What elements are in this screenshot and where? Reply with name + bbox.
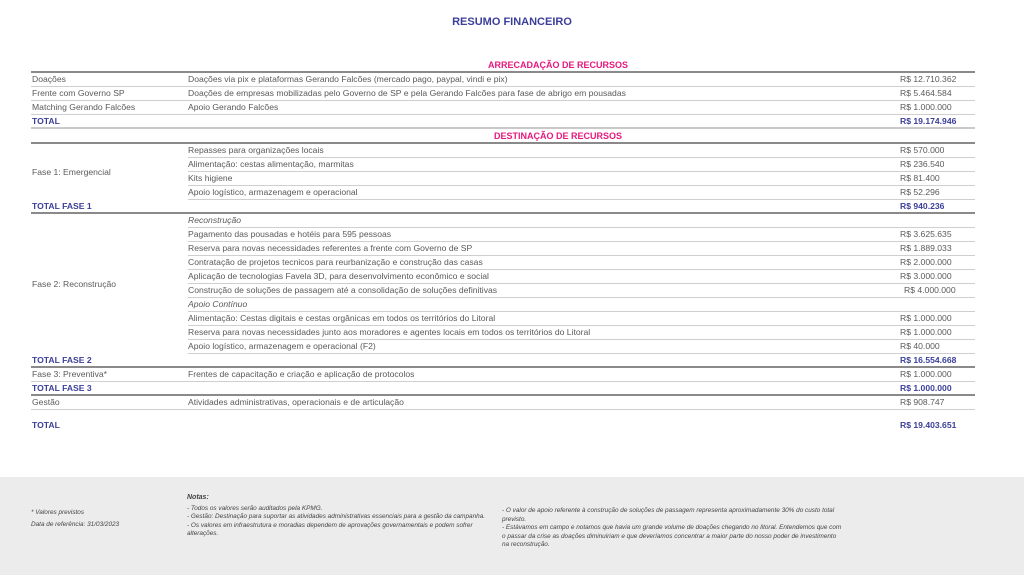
value: R$ 52.296 <box>900 186 975 200</box>
financial-summary-table <box>31 58 975 433</box>
description: Atividades administrativas, operacionais e de articulação <box>188 396 900 410</box>
notes-column-2 <box>502 507 842 550</box>
table-row <box>31 73 975 87</box>
subheader: Apoio Contínuo <box>188 298 900 312</box>
description: Doações via pix e plataformas Gerando Falcões (mercado pago, paypal, vindi e pix) <box>188 73 900 87</box>
value: R$ 3.625.635 <box>900 228 975 242</box>
total-label: TOTAL FASE 1 <box>31 200 188 214</box>
note: - O valor de apoio referente à construção de soluções de passagem representa aproximadamente 30% do custo total previsto. <box>502 507 835 523</box>
table-row <box>188 270 975 284</box>
table-row <box>188 228 975 242</box>
total-value: R$ 940.236 <box>900 200 975 214</box>
phase-label: Fase 1: Emergencial <box>32 167 111 177</box>
table-row <box>31 101 975 115</box>
value: R$ 570.000 <box>900 144 975 158</box>
total-value: R$ 19.174.946 <box>900 115 975 129</box>
reference-date: Data de referência: 31/03/2023 <box>31 521 120 528</box>
value: R$ 1.000.000 <box>900 101 975 115</box>
total-value: R$ 16.554.668 <box>900 354 975 368</box>
total-value: R$ 19.403.651 <box>900 420 957 430</box>
description: Apoio logístico, armazenagem e operacional <box>188 186 900 200</box>
source-label: Frente com Governo SP <box>31 87 188 101</box>
note: - Os valores em infraestrutura e moradias dependem de aprovações governamentais e podem sofrer alterações. <box>187 521 473 538</box>
table-row-fase-3 <box>31 368 975 382</box>
table-row-gestao <box>31 396 975 410</box>
description: Apoio Gerando Falcões <box>188 101 900 115</box>
table-row <box>188 172 975 186</box>
value: R$ 5.464.584 <box>900 87 975 101</box>
page-title: RESUMO FINANCEIRO <box>452 16 572 28</box>
table-row <box>188 326 975 340</box>
subheader-row <box>188 214 975 228</box>
phase-group-fase-2 <box>31 214 975 354</box>
description: Doações de empresas mobilizadas pelo Governo de SP e pela Gerando Falcões para fase de abrigo em pousadas <box>188 87 900 101</box>
table-row <box>188 186 975 200</box>
footer-legend <box>31 507 119 531</box>
table-row <box>188 340 975 354</box>
description: Repasses para organizações locais <box>188 144 900 158</box>
value: R$ 236.540 <box>900 158 975 172</box>
notes-column-1 <box>187 494 487 539</box>
description: Aplicação de tecnologias Favela 3D, para desenvolvimento econômico e social <box>188 270 900 284</box>
table-row <box>188 312 975 326</box>
phase-label: Fase 2: Reconstrução <box>32 279 117 289</box>
total-row-fase-3 <box>31 382 975 396</box>
total-label: TOTAL <box>31 115 188 129</box>
legend-estimated: * Valores previstos <box>31 509 85 516</box>
description: Frentes de capacitação e criação e aplicação de protocolos <box>188 368 900 382</box>
table-row <box>188 256 975 270</box>
table-row <box>188 242 975 256</box>
value: R$ 1.000.000 <box>900 312 975 326</box>
description: Reserva para novas necessidades junto aos moradores e agentes locais em todos os territórios do Litoral <box>188 326 900 340</box>
value: R$ 12.710.362 <box>900 73 975 87</box>
phase-label: Fase 3: Preventiva* <box>31 368 188 382</box>
total-row-arrecadacao <box>31 115 975 129</box>
table-row <box>188 284 975 298</box>
description: Alimentação: cestas alimentação, marmitas <box>188 158 900 172</box>
total-value: R$ 1.000.000 <box>900 382 975 396</box>
description: Apoio logístico, armazenagem e operacional (F2) <box>188 340 900 354</box>
value: R$ 908.747 <box>900 396 975 410</box>
grand-total-row <box>31 419 975 433</box>
value: R$ 40.000 <box>900 340 975 354</box>
value: R$ 2.000.000 <box>900 256 975 270</box>
table-row <box>188 144 975 158</box>
description: Kits higiene <box>188 172 900 186</box>
source-label: Doações <box>31 73 188 87</box>
value: R$ 81.400 <box>900 172 975 186</box>
note: - Estávamos em campo e notamos que havia um grande volume de doações chegando no litoral. Entendemos que com o passar da crise as doações diminuiriam e que deveríamos concentrar a maior parte do nosso poder de investimento na reconstrução. <box>502 524 842 549</box>
section-header-arrecadacao: ARRECADAÇÃO DE RECURSOS <box>31 58 975 73</box>
description: Pagamento das pousadas e hotéis para 595 pessoas <box>188 228 900 242</box>
phase-group-fase-1 <box>31 144 975 200</box>
value: R$ 4.000.000 <box>900 284 975 298</box>
total-label: TOTAL FASE 2 <box>31 354 188 368</box>
footer-notes <box>0 477 1024 575</box>
section-header-destinacao: DESTINAÇÃO DE RECURSOS <box>31 129 975 144</box>
total-label: TOTAL <box>32 420 60 430</box>
total-row-fase-2 <box>31 354 975 368</box>
note: - Todos os valores serão auditados pela KPMG. <box>187 504 323 512</box>
value: R$ 3.000.000 <box>900 270 975 284</box>
description: Reserva para novas necessidades referentes a frente com Governo de SP <box>188 242 900 256</box>
subheader-row <box>188 298 975 312</box>
subheader: Reconstrução <box>188 214 900 228</box>
total-label: TOTAL FASE 3 <box>31 382 188 396</box>
value: R$ 1.000.000 <box>900 368 975 382</box>
notes-title: Notas: <box>187 494 209 501</box>
source-label: Matching Gerando Falcões <box>31 101 188 115</box>
total-row-fase-1 <box>31 200 975 214</box>
value: R$ 1.000.000 <box>900 326 975 340</box>
table-row <box>188 158 975 172</box>
description: Alimentação: Cestas digitais e cestas orgânicas em todos os territórios do Litoral <box>188 312 900 326</box>
phase-label: Gestão <box>31 396 188 410</box>
table-row <box>31 87 975 101</box>
value: R$ 1.889.033 <box>900 242 975 256</box>
note: - Gestão: Destinação para suportar as atividades administrativas essenciais para a gestão da campanha. <box>187 513 486 521</box>
description: Contratação de projetos tecnicos para reurbanização e construção das casas <box>188 256 900 270</box>
description: Construção de soluções de passagem até a consolidação de soluções definitivas <box>188 284 900 298</box>
